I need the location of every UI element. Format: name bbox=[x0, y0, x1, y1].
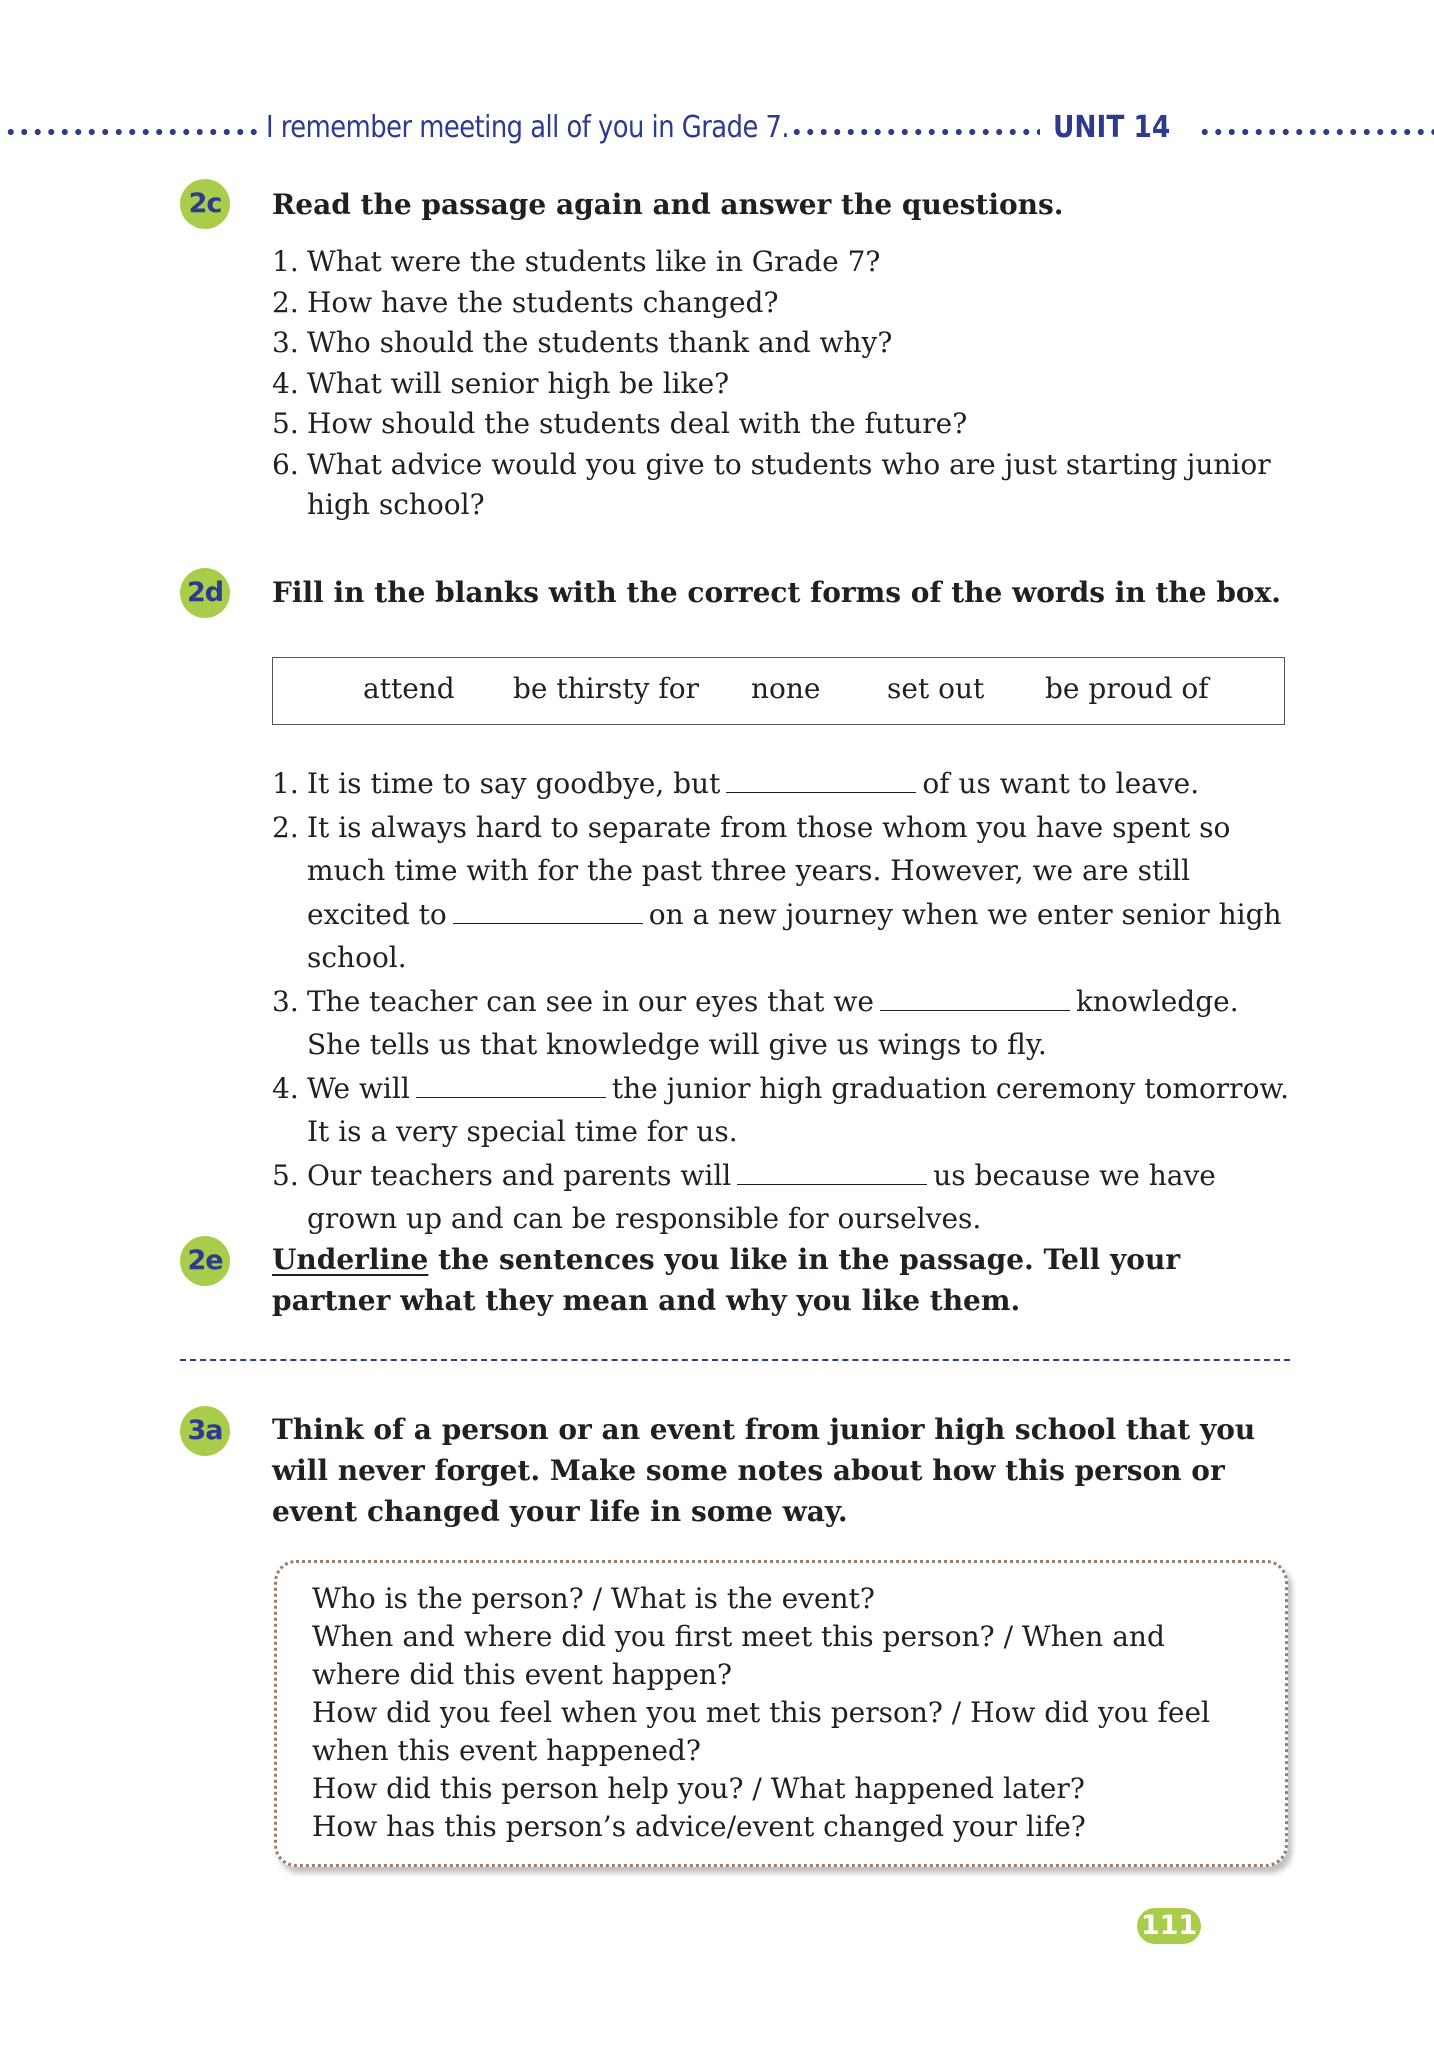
answer-blank[interactable] bbox=[880, 984, 1070, 1011]
note-prompt: When and where did you first meet this person? / When and where did this event happen? bbox=[312, 1620, 1165, 1691]
note-prompt: How did this person help you? / What happened later? bbox=[312, 1772, 1085, 1805]
note-prompt: How did you feel when you met this person? / How did you feel when this event happened? bbox=[312, 1696, 1211, 1767]
answer-blank[interactable] bbox=[453, 897, 643, 924]
word-option: none bbox=[751, 672, 821, 705]
fill-item: 1. It is time to say goodbye, but of us want to leave. bbox=[272, 767, 1200, 800]
word-box bbox=[272, 657, 1285, 725]
question-item: 6. What advice would you give to students who are just starting junior high school? bbox=[272, 447, 1271, 521]
question-list-2c bbox=[272, 242, 1292, 526]
question-item: 2. How have the students changed? bbox=[272, 285, 779, 319]
answer-blank[interactable] bbox=[726, 766, 916, 793]
note-prompt: How has this person’s advice/event changed your life? bbox=[312, 1810, 1086, 1843]
section-badge-2c: 2c bbox=[180, 179, 230, 229]
instruction-2e: Underline the sentences you like in the passage. Tell your partner what they mean and why you like them. bbox=[272, 1243, 1181, 1317]
word-option: be proud of bbox=[1045, 672, 1209, 705]
section-divider bbox=[180, 1359, 1290, 1361]
fill-item: 4. We will the junior high graduation ceremony tomorrow. It is a very special time for us. bbox=[272, 1071, 1289, 1148]
word-option: set out bbox=[887, 672, 985, 705]
word-option: be thirsty for bbox=[513, 672, 699, 705]
question-item: 5. How should the students deal with the future? bbox=[272, 407, 968, 440]
answer-blank[interactable] bbox=[737, 1158, 927, 1185]
instruction-2c: Read the passage again and answer the questions. bbox=[272, 188, 1064, 221]
instruction-2d: Fill in the blanks with the correct forms of the words in the box. bbox=[272, 576, 1282, 609]
question-item: 4. What will senior high be like? bbox=[272, 366, 730, 400]
fill-item: 2. It is always hard to separate from those whom you have spent so much time with for the past three years. However, we are still excited to on a new journey when we enter senior high school. bbox=[272, 810, 1282, 974]
question-item: 3. Who should the students thank and why? bbox=[272, 326, 893, 359]
underline-keyword: Underline bbox=[272, 1243, 429, 1276]
header-dots-left bbox=[4, 127, 259, 137]
section-badge-2d: 2d bbox=[180, 568, 230, 618]
unit-label: UNIT 14 bbox=[1053, 110, 1171, 145]
fill-item: 3. The teacher can see in our eyes that we knowledge. She tells us that knowledge will give us wings to fly. bbox=[272, 984, 1239, 1061]
header-dots-middle bbox=[790, 127, 1040, 137]
question-item: 1. What were the students like in Grade 7? bbox=[272, 245, 881, 278]
lesson-title: I remember meeting all of you in Grade 7. bbox=[266, 110, 790, 145]
word-option: attend bbox=[363, 672, 455, 705]
instruction-3a: Think of a person or an event from junior high school that you will never forget. Make some notes about how this person or event changed your life in some way. bbox=[272, 1413, 1256, 1528]
answer-blank[interactable] bbox=[416, 1071, 606, 1098]
section-badge-2e: 2e bbox=[180, 1236, 230, 1286]
header-dots-right bbox=[1198, 127, 1434, 137]
fill-in-list bbox=[272, 762, 1290, 1241]
note-prompt: Who is the person? / What is the event? bbox=[312, 1582, 875, 1615]
note-prompts bbox=[312, 1580, 1262, 1846]
page-header bbox=[0, 108, 1434, 152]
page-number: 111 bbox=[1137, 1908, 1201, 1944]
fill-item: 5. Our teachers and parents will us because we have grown up and can be responsible for ourselves. bbox=[272, 1158, 1216, 1235]
section-badge-3a: 3a bbox=[180, 1406, 230, 1456]
